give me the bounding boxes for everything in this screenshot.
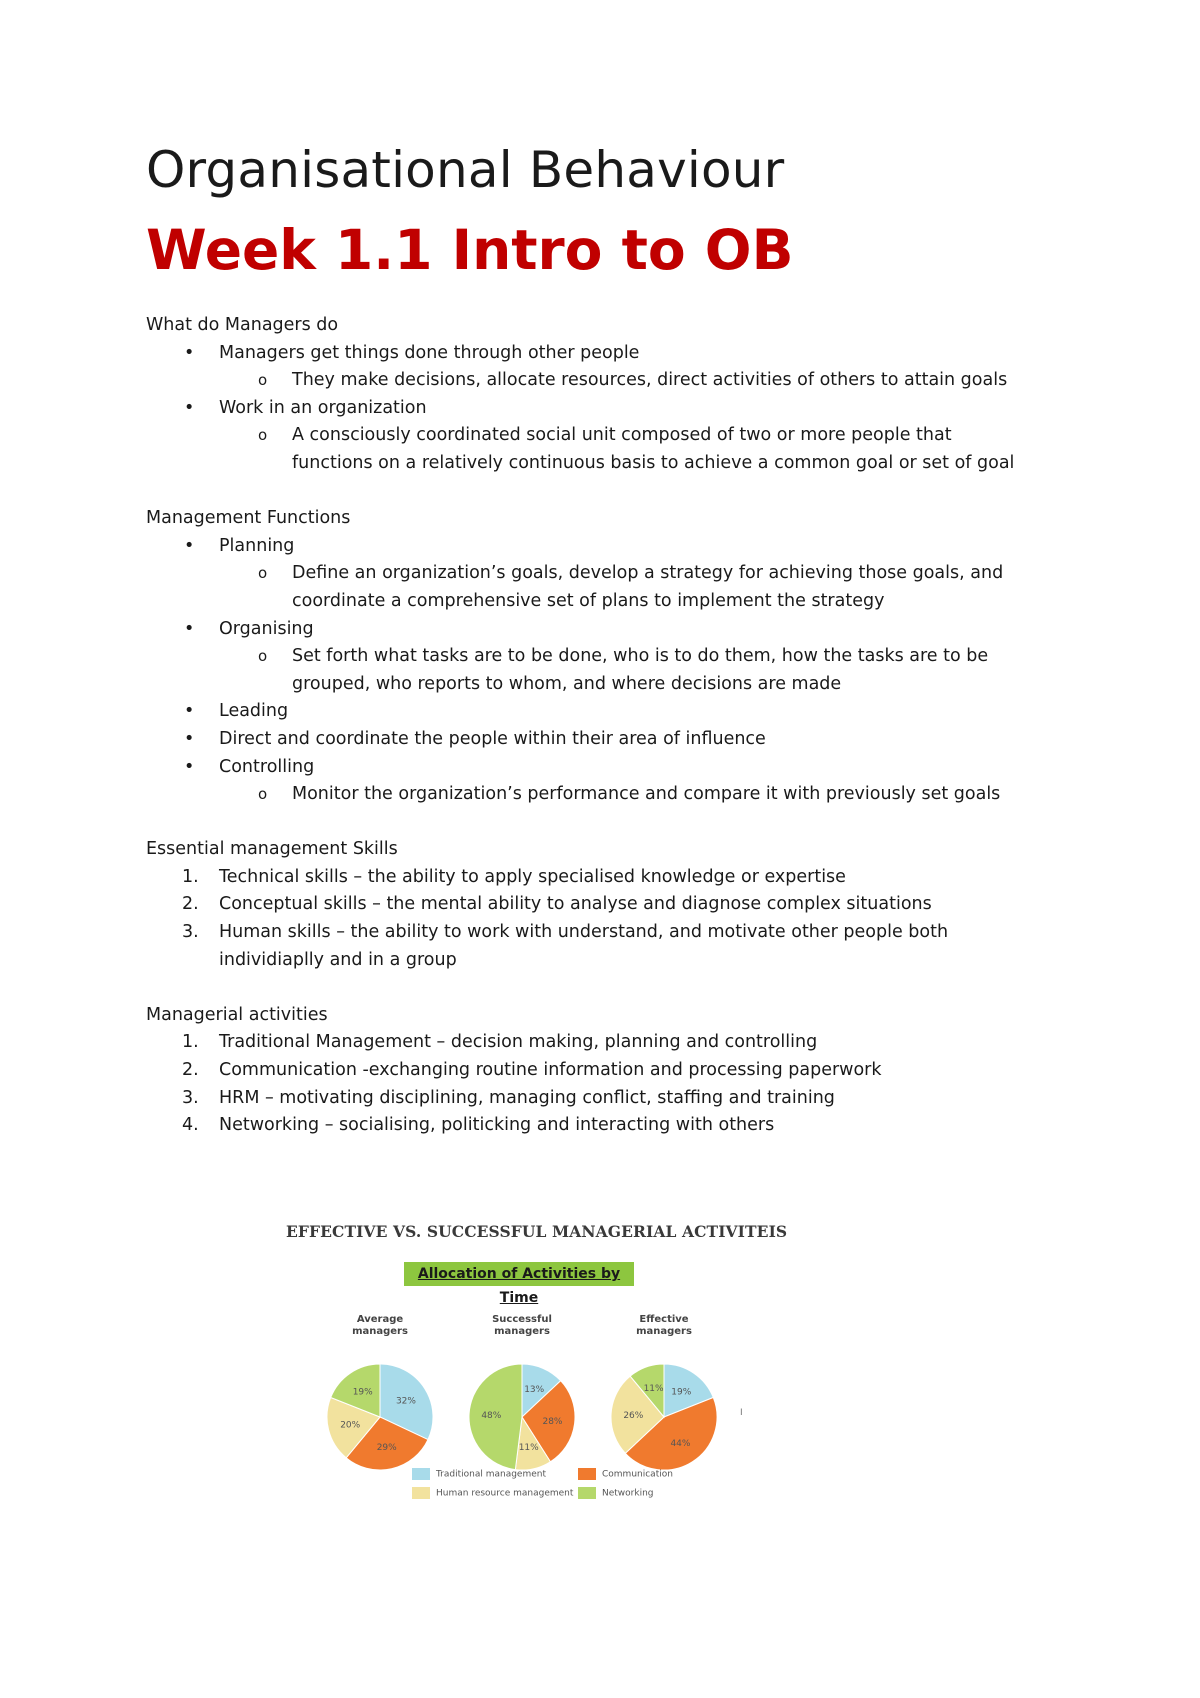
legend-item: Traditional management	[412, 1468, 546, 1480]
sub-bullet-marker: o	[258, 371, 268, 390]
pie-data-label: 13%	[524, 1384, 545, 1395]
pie-data-label: 48%	[481, 1411, 502, 1422]
week-heading: Week 1.1 Intro to OB	[146, 218, 794, 282]
legend-swatch	[412, 1468, 430, 1480]
numbered-item: 2. Communication -exchanging routine information and processing paperwork	[146, 1057, 1066, 1085]
bullet-marker: •	[184, 535, 195, 556]
numbered-item: 2. Conceptual skills – the mental ability to analyse and diagnose complex situations	[146, 891, 1066, 919]
pie-data-label: 28%	[542, 1416, 563, 1427]
sub-bullet-marker: o	[258, 426, 268, 445]
section-heading: Managerial activities	[146, 1004, 328, 1025]
list-item: • Planning	[146, 533, 1066, 561]
pie-data-label: 19%	[671, 1387, 692, 1398]
legend-item: Human resource management	[412, 1487, 573, 1499]
list-item: • Work in an organization	[146, 395, 1066, 423]
number-marker: 2.	[182, 894, 199, 915]
number-marker: 4.	[182, 1115, 199, 1136]
section-heading: Essential management Skills	[146, 839, 398, 860]
number-marker: 1.	[182, 1032, 199, 1053]
pie-data-label: 20%	[340, 1420, 361, 1431]
number-marker: 3.	[182, 1087, 199, 1108]
pie-label-successful: Successful managers	[492, 1314, 552, 1337]
number-marker: 2.	[182, 1060, 199, 1081]
bullet-marker: •	[184, 701, 195, 722]
bullet-marker: •	[184, 728, 195, 749]
document-title: Organisational Behaviour	[146, 141, 785, 199]
section-heading: Management Functions	[146, 508, 351, 529]
pie-label-effective: Effective managers	[636, 1314, 692, 1337]
sub-bullet-marker: o	[258, 785, 268, 804]
bullet-marker: •	[184, 756, 195, 777]
sub-bullet-marker: o	[258, 647, 268, 666]
pie-data-label: 26%	[623, 1411, 644, 1422]
legend-swatch	[578, 1468, 596, 1480]
allocation-banner: Allocation of Activities by Time	[404, 1262, 634, 1286]
sub-list-item: o A consciously coordinated social unit composed of two or more people that functions on a relatively continuous basis to achieve a common goal or set of goal	[146, 422, 1066, 477]
pie-data-label: 44%	[670, 1438, 691, 1449]
figure-title: EFFECTIVE VS. SUCCESSFUL MANAGERIAL ACTIVITEIS	[286, 1222, 788, 1241]
number-marker: 3.	[182, 922, 199, 943]
section-heading: What do Managers do	[146, 315, 339, 335]
section-managers	[146, 312, 1066, 478]
sub-list-item: o Define an organization’s goals, develop a strategy for achieving those goals, and coordinate a comprehensive set of plans to implement the strategy	[146, 560, 1066, 615]
list-item: • Leading	[146, 698, 1066, 726]
sub-list-item: o Monitor the organization’s performance and compare it with previously set goals	[146, 781, 1066, 809]
pie-data-label: 29%	[376, 1442, 397, 1453]
list-item: • Controlling	[146, 754, 1066, 782]
bullet-marker: •	[184, 618, 195, 639]
number-marker: 1.	[182, 866, 199, 887]
list-item: • Organising	[146, 616, 1066, 644]
list-item: • Direct and coordinate the people within their area of influence	[146, 726, 1066, 754]
sub-list-item: o They make decisions, allocate resources, direct activities of others to attain goals	[146, 367, 1066, 395]
section-functions	[146, 505, 1066, 809]
managerial-activities-figure	[280, 1222, 800, 1522]
legend-swatch	[578, 1487, 596, 1499]
legend-swatch	[412, 1487, 430, 1499]
pie-label-average: Average managers	[352, 1314, 408, 1337]
numbered-item: 4. Networking – socialising, politicking and interacting with others	[146, 1112, 1066, 1140]
list-item: • Managers get things done through other people	[146, 340, 1066, 368]
stray-mark: I	[740, 1408, 743, 1418]
section-activities	[146, 1002, 1066, 1140]
sub-bullet-marker: o	[258, 564, 268, 583]
legend-item: Networking	[578, 1487, 654, 1499]
numbered-item: 1. Technical skills – the ability to apply specialised knowledge or expertise	[146, 864, 1066, 892]
pie-data-label: 32%	[395, 1396, 416, 1407]
bullet-marker: •	[184, 342, 195, 363]
section-skills	[146, 836, 1066, 974]
numbered-item: 1. Traditional Management – decision making, planning and controlling	[146, 1029, 1066, 1057]
document-page	[146, 140, 1066, 1140]
pie-data-label: 11%	[643, 1384, 664, 1395]
pie-data-label: 11%	[518, 1442, 539, 1453]
numbered-item: 3. Human skills – the ability to work with understand, and motivate other people both individiaplly and in a group	[146, 919, 1066, 974]
pie-data-label: 19%	[352, 1387, 373, 1398]
bullet-marker: •	[184, 397, 195, 418]
legend-item: Communication	[578, 1468, 673, 1480]
sub-list-item: o Set forth what tasks are to be done, who is to do them, how the tasks are to be grouped, who reports to whom, and where decisions are made	[146, 643, 1066, 698]
numbered-item: 3. HRM – motivating disciplining, managing conflict, staffing and training	[146, 1085, 1066, 1113]
